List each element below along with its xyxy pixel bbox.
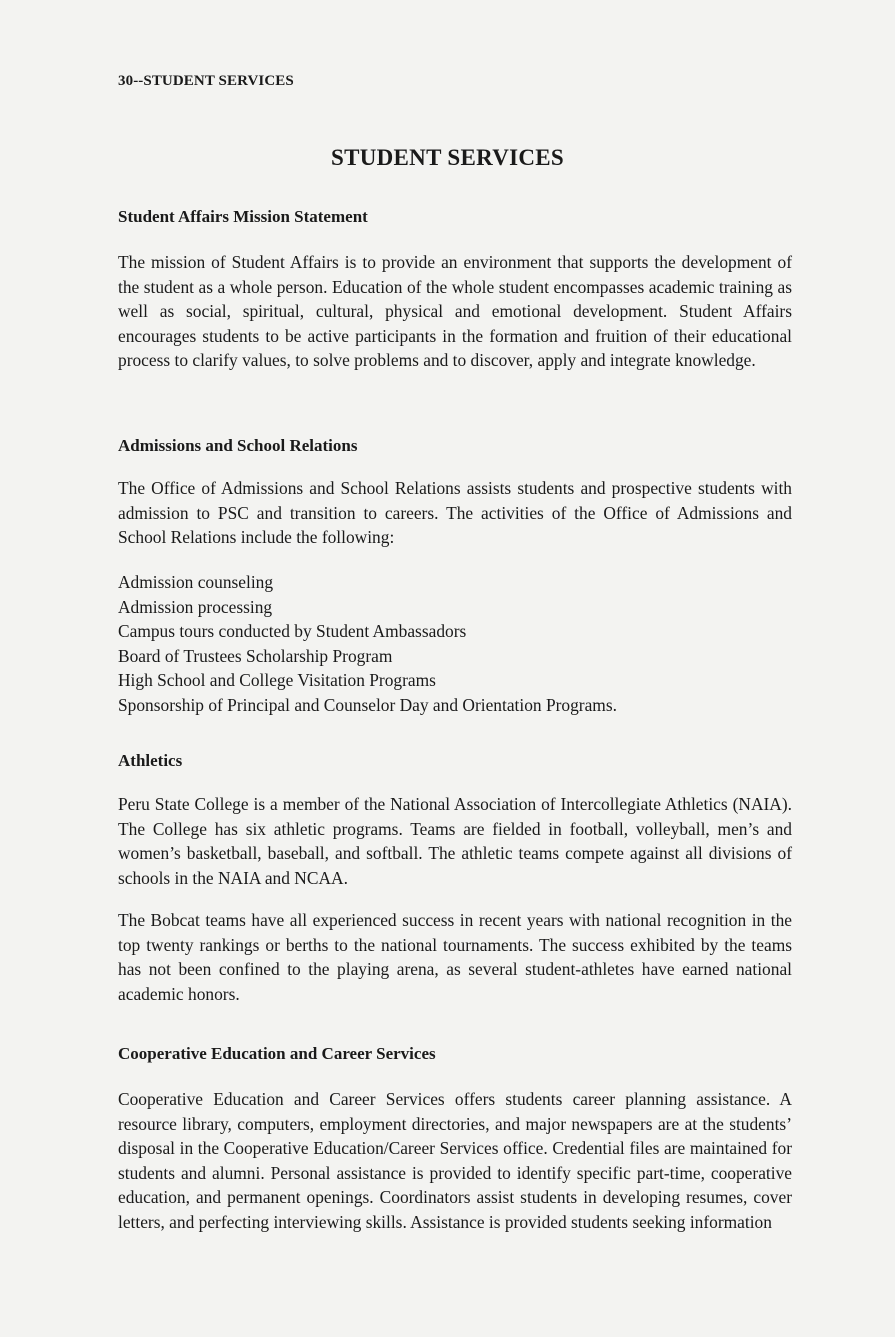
list-item: Sponsorship of Principal and Counselor Day and Orientation Programs. (118, 694, 617, 715)
mission-paragraph: The mission of Student Affairs is to provide an environment that supports the development of the student as a whole person. Education of the whole student encompasses academic training as well as social, spiritual, cultural, physical and emotional development. Student Affairs encourages students to be active participants in the formation and fruition of their educational process to clarify values, to solve problems and to discover, apply and integrate knowledge. (118, 252, 792, 371)
admissions-activities-list (118, 570, 617, 718)
list-item: Admission processing (118, 596, 273, 617)
admissions-heading: Admissions and School Relations (118, 436, 358, 455)
admissions-paragraph: The Office of Admissions and School Relations assists students and prospective students with admission to PSC and transition to careers. The activities of the Office of Admissions and School Relations include the following: (118, 478, 792, 548)
list-item: Campus tours conducted by Student Ambassadors (118, 621, 467, 642)
coop-paragraph: Cooperative Education and Career Services offers students career planning assistance. A resource library, computers, employment directories, and major newspapers are at the students’ disposal in the Cooperative Education/Career Services office. Credential files are maintained for students and alumni. Personal assistance is provided to identify specific part-time, cooperative education, and permanent openings. Coordinators assist students in developing resumes, cover letters, and perfecting interviewing skills. Assistance is provided students seeking information (118, 1089, 792, 1232)
list-item: High School and College Visitation Programs (118, 670, 436, 691)
athletics-paragraph-2: The Bobcat teams have all experienced success in recent years with national recognition in the top twenty rankings or berths to the national tournaments. The success exhibited by the teams has not been confined to the playing arena, as several student-athletes have earned national academic honors. (118, 910, 792, 1004)
running-head: 30--STUDENT SERVICES (118, 73, 294, 89)
coop-heading: Cooperative Education and Career Services (118, 1044, 436, 1063)
athletics-heading: Athletics (118, 751, 183, 770)
page-title: STUDENT SERVICES (330, 145, 564, 170)
mission-heading: Student Affairs Mission Statement (118, 207, 368, 226)
athletics-paragraph-1: Peru State College is a member of the National Association of Intercollegiate Athletics (NAIA). The College has six athletic programs. Teams are fielded in football, volleyball, men’s and women’s basketball, baseball, and softball. The athletic teams compete against all divisions of schools in the NAIA and NCAA. (118, 794, 792, 888)
list-item: Board of Trustees Scholarship Program (118, 645, 393, 666)
list-item: Admission counseling (118, 572, 274, 592)
